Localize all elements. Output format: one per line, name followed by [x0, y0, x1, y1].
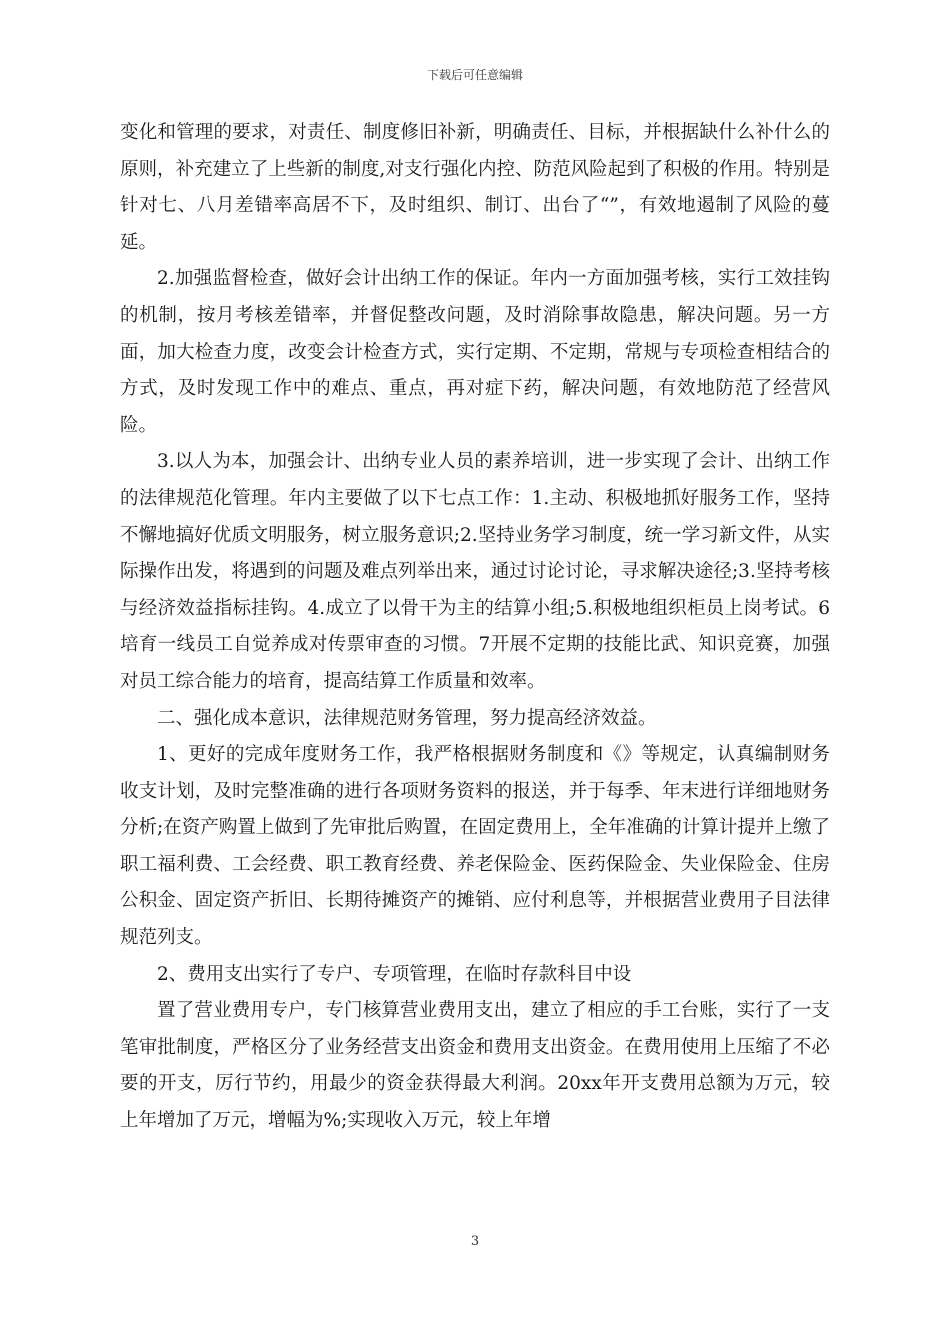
- paragraph-expense-account: 2、费用支出实行了专户、专项管理，在临时存款科目中设: [157, 963, 632, 985]
- paragraph-training: 3.以人为本，加强会计、出纳专业人员的素养培训，进一步实现了会计、出纳工作的法律规范化管理。年内主要做了以下七点工作：1.主动、积极地抓好服务工作，坚持不懈地搞好优质文明服务，树立服务意识;2.坚持业务学习制度，统一学习新文件，从实际操作出发，将遇到的问题及难点列举出来，通过讨论讨论，寻求解决途径;3.坚持考核与经济效益指标挂钩。4.成立了以骨干为主的结算小组;5.积极地组织柜员上岗考试。6培育一线员工自觉养成对传票审查的习惯。7开展不定期的技能比武、知识竞赛，加强对员工综合能力的培育，提高结算工作质量和效率。: [120, 451, 830, 692]
- document-body: [120, 115, 830, 1140]
- page-number: 3: [470, 1234, 480, 1249]
- paragraph-expense-detail: 置了营业费用专户，专门核算营业费用支出，建立了相应的手工台账，实行了一支笔审批制度，严格区分了业务经营支出资金和费用支出资金。在费用使用上压缩了不必要的开支，厉行节约，用最少的资金获得最大利润。20xx年开支费用总额为万元，较上年增加了万元，增幅为%;实现收入万元，较上年增: [120, 1000, 830, 1132]
- section-heading-cost: 二、强化成本意识，法律规范财务管理，努力提高经济效益。: [157, 707, 657, 729]
- page-header: 下载后可任意编辑: [426, 68, 523, 82]
- paragraph-finance-plan: 1、更好的完成年度财务工作，我严格根据财务制度和《》等规定，认真编制财务收支计划，及时完整准确的进行各项财务资料的报送，并于每季、年末进行详细地财务分析;在资产购置上做到了先审批后购置，在固定费用上，全年准确的计算计提并上缴了职工福利费、工会经费、职工教育经费、养老保险金、医药保险金、失业保险金、住房公积金、固定资产折旧、长期待摊资产的摊销、应付利息等，并根据营业费用子目法律规范列支。: [120, 744, 830, 949]
- paragraph-continuation: 变化和管理的要求，对责任、制度修旧补新，明确责任、目标，并根据缺什么补什么的原则，补充建立了上些新的制度,对支行强化内控、防范风险起到了积极的作用。特别是针对七、八月差错率高居不下，及时组织、制订、出台了“”，有效地遏制了风险的蔓延。: [120, 122, 830, 253]
- paragraph-supervision: 2.加强监督检查，做好会计出纳工作的保证。年内一方面加强考核，实行工效挂钩的机制，按月考核差错率，并督促整改问题，及时消除事故隐患，解决问题。另一方面，加大检查力度，改变会计检查方式，实行定期、不定期，常规与专项检查相结合的方式，及时发现工作中的难点、重点，再对症下药，解决问题，有效地防范了经营风险。: [120, 268, 830, 436]
